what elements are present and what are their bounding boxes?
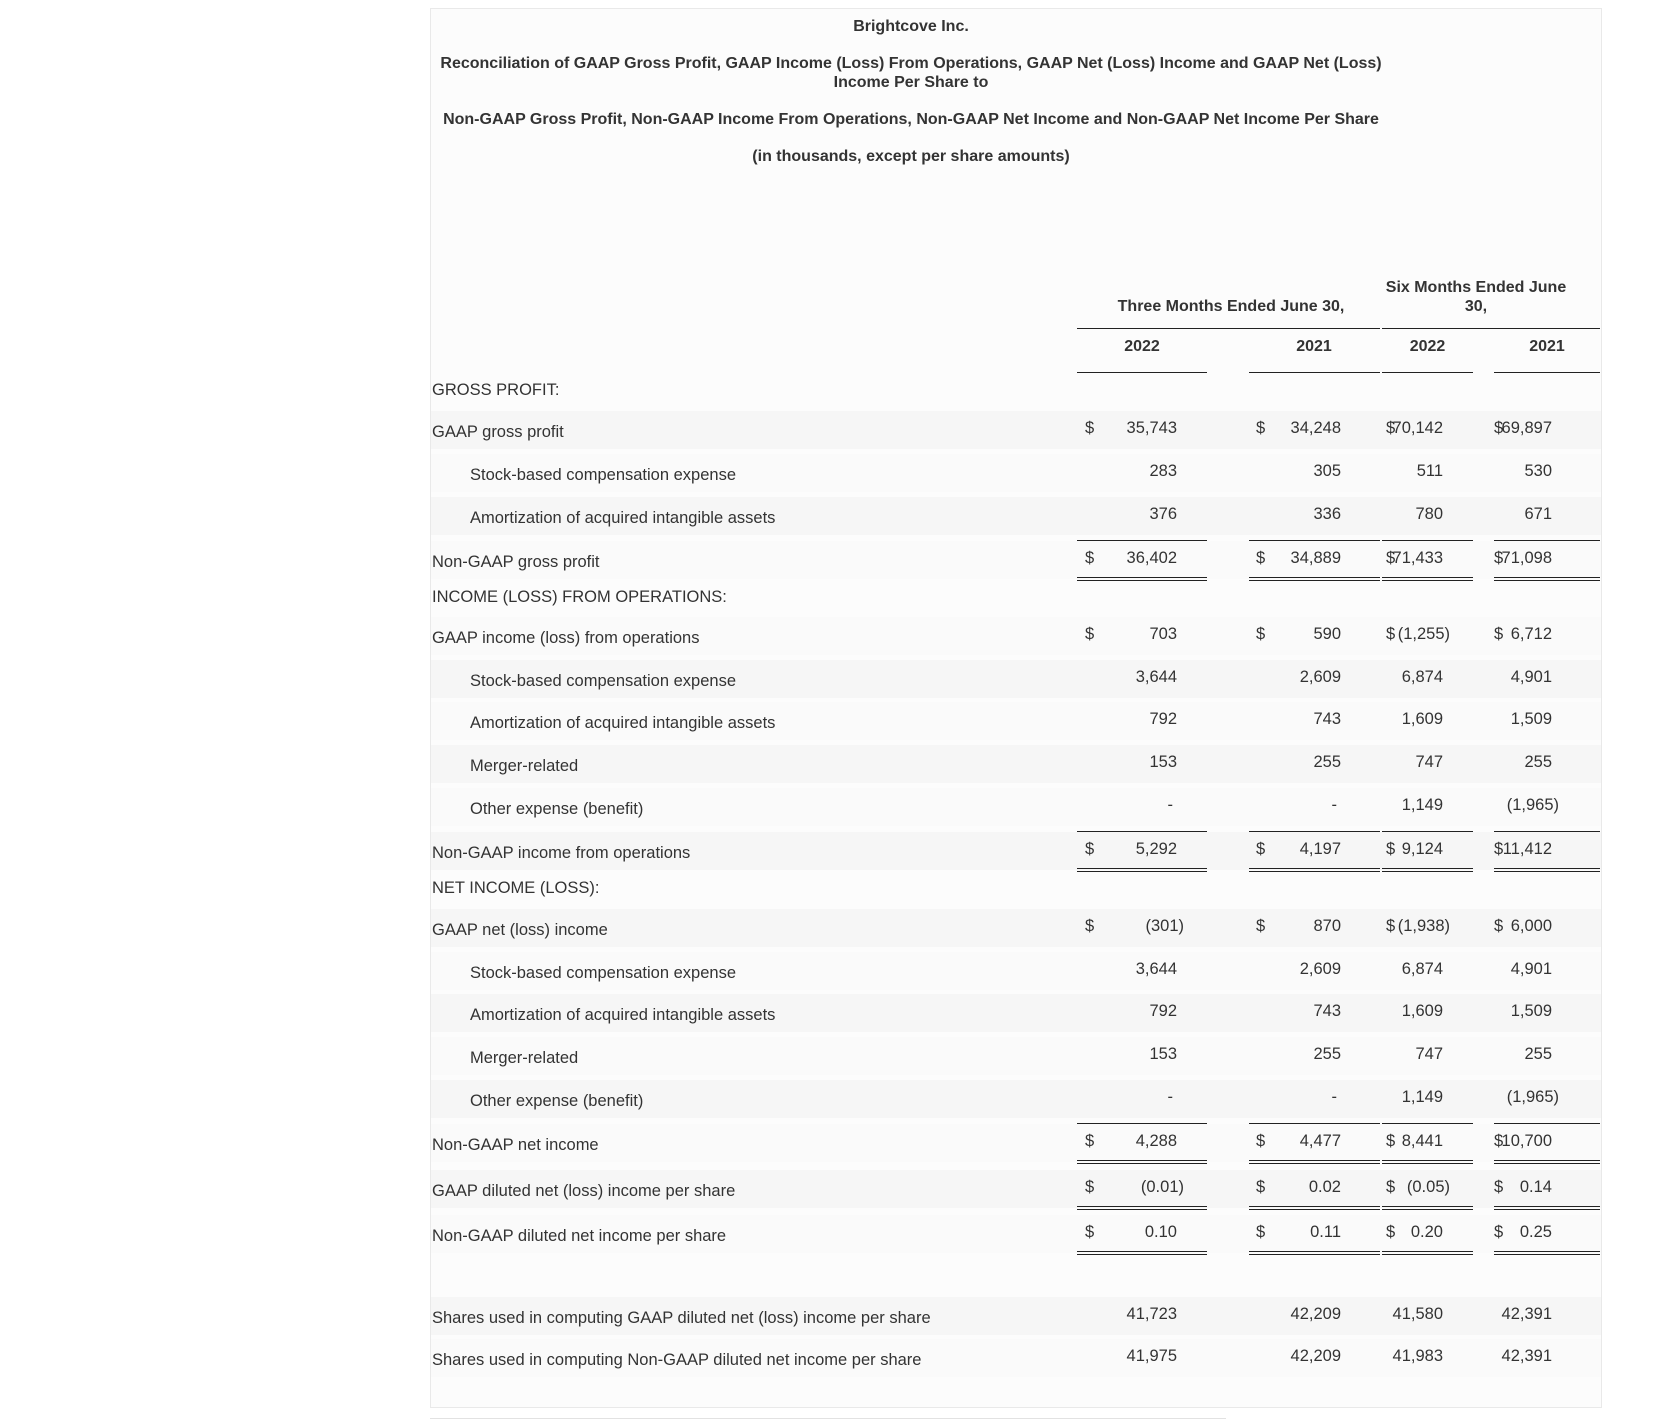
row-label: Non-GAAP diluted net income per share [432,1227,727,1245]
cell-value: (1,965) [1506,1088,1559,1106]
cell-value: 6,000 [1510,917,1552,935]
cell-value: 34,889 [1290,549,1341,567]
cell-value: 0.20 [1410,1223,1443,1241]
total-double-rule [1249,577,1380,581]
currency-symbol: $ [1256,1178,1266,1196]
cell-value: 6,874 [1401,668,1443,686]
cell-value: 671 [1524,505,1552,523]
currency-symbol: $ [1085,840,1095,858]
six-months-rule [1382,328,1600,329]
cell-value: 1,509 [1510,1002,1552,1020]
currency-symbol: $ [1494,1223,1504,1241]
cell-value: 4,288 [1135,1132,1177,1150]
cell-value: 305 [1313,462,1341,480]
total-double-rule [1382,1251,1473,1255]
year-rule-1 [1077,372,1207,373]
currency-symbol: $ [1256,625,1266,643]
row-label: Shares used in computing GAAP diluted net (loss) income per share [432,1309,931,1327]
report-header [431,17,1391,184]
cell-value: - [1167,796,1173,814]
cell-value: 6,712 [1510,625,1552,643]
subtotal-rule [1494,540,1600,541]
subtotal-rule [1494,1123,1600,1124]
cell-value: (0.05) [1406,1178,1450,1196]
cell-value: 283 [1149,462,1177,480]
total-double-rule [1249,1251,1380,1255]
cell-value: 792 [1149,1002,1177,1020]
cell-value: 255 [1313,753,1341,771]
three-months-heading: Three Months Ended June 30, [1117,298,1345,315]
cell-value: 42,391 [1501,1305,1552,1323]
subtotal-rule [1249,1123,1380,1124]
year-col-1: 2022 [1124,338,1160,355]
total-double-rule [1494,577,1600,581]
cell-value: 42,209 [1290,1305,1341,1323]
company-name: Brightcove Inc. [853,18,969,35]
cell-value: 2,609 [1299,668,1341,686]
cell-value: (1,255) [1397,625,1450,643]
cell-value: 376 [1149,505,1177,523]
units-note: (in thousands, except per share amounts) [752,148,1070,165]
total-double-rule [1249,868,1380,872]
cell-value: 10,700 [1501,1132,1552,1150]
total-double-rule [1382,577,1473,581]
currency-symbol: $ [1386,549,1396,567]
cell-value: 71,433 [1392,549,1443,567]
cell-value: 0.02 [1308,1178,1341,1196]
cell-value: (1,965) [1506,796,1559,814]
cell-value: 255 [1524,753,1552,771]
subtotal-rule [1077,831,1207,832]
cell-value: 0.14 [1519,1178,1552,1196]
cell-value: - [1167,1088,1173,1106]
reconciliation-table [430,8,1602,1408]
currency-symbol: $ [1494,625,1504,643]
cell-value: 11,412 [1502,840,1552,858]
cell-value: 743 [1313,710,1341,728]
cell-value: 0.11 [1310,1223,1341,1241]
row-label: INCOME (LOSS) FROM OPERATIONS: [432,588,727,606]
currency-symbol: $ [1386,840,1396,858]
cell-value: 34,248 [1290,419,1341,437]
total-double-rule [1077,868,1207,872]
six-months-heading: Six Months Ended June 30, [1385,279,1567,315]
footer-divider [430,1418,1226,1419]
cell-value: 1,609 [1401,1002,1443,1020]
subtotal-rule [1382,540,1473,541]
cell-value: 71,098 [1501,549,1552,567]
cell-value: 1,149 [1401,796,1443,814]
cell-value: 3,644 [1135,668,1177,686]
row-label: Merger-related [470,1049,579,1067]
year-rule-2 [1249,372,1380,373]
cell-value: 4,477 [1299,1132,1341,1150]
cell-value: 747 [1415,753,1443,771]
row-label: NET INCOME (LOSS): [432,879,600,897]
cell-value: 870 [1313,917,1341,935]
row-label: Stock-based compensation expense [470,964,736,982]
total-double-rule [1077,1160,1207,1164]
row-label: Amortization of acquired intangible assets [470,1006,776,1024]
cell-value: (0.01) [1140,1178,1184,1196]
currency-symbol: $ [1386,1178,1396,1196]
cell-value: 41,983 [1392,1347,1443,1365]
cell-value: 41,975 [1126,1347,1177,1365]
cell-value: 42,391 [1501,1347,1552,1365]
year-rule-4 [1494,372,1600,373]
cell-value: 9,124 [1401,840,1443,858]
cell-value: (1,938) [1397,917,1450,935]
cell-value: 153 [1149,1045,1177,1063]
cell-value: - [1331,796,1337,814]
currency-symbol: $ [1256,419,1266,437]
cell-value: 255 [1524,1045,1552,1063]
cell-value: 1,609 [1401,710,1443,728]
total-double-rule [1249,1206,1380,1210]
subtotal-rule [1249,831,1380,832]
currency-symbol: $ [1256,1223,1266,1241]
currency-symbol: $ [1256,917,1266,935]
currency-symbol: $ [1256,549,1266,567]
cell-value: 41,723 [1126,1305,1177,1323]
total-double-rule [1382,1160,1473,1164]
row-label: Amortization of acquired intangible assets [470,714,776,732]
currency-symbol: $ [1494,549,1504,567]
year-col-4: 2021 [1529,338,1565,355]
cell-value: 70,142 [1392,419,1443,437]
row-label: Non-GAAP net income [432,1136,599,1154]
currency-symbol: $ [1085,917,1095,935]
currency-symbol: $ [1494,419,1504,437]
currency-symbol: $ [1085,1223,1095,1241]
currency-symbol: $ [1256,1132,1266,1150]
subtotal-rule [1382,831,1473,832]
row-label: GROSS PROFIT: [432,381,560,399]
row-label: Amortization of acquired intangible assets [470,509,776,527]
total-double-rule [1382,1206,1473,1210]
cell-value: 780 [1415,505,1443,523]
year-col-3: 2022 [1409,338,1446,355]
currency-symbol: $ [1386,1132,1396,1150]
cell-value: 1,149 [1401,1088,1443,1106]
currency-symbol: $ [1386,1223,1396,1241]
cell-value: 36,402 [1126,549,1177,567]
row-label: Merger-related [470,757,579,775]
cell-value: 3,644 [1135,960,1177,978]
cell-value: 1,509 [1510,710,1552,728]
total-double-rule [1494,1160,1600,1164]
row-label: Stock-based compensation expense [470,466,736,484]
cell-value: 0.10 [1144,1223,1177,1241]
cell-value: 4,197 [1299,840,1341,858]
cell-value: 2,609 [1299,960,1341,978]
cell-value: 42,209 [1290,1347,1341,1365]
cell-value: 747 [1415,1045,1443,1063]
cell-value: 153 [1149,753,1177,771]
row-label: Other expense (benefit) [470,800,644,818]
cell-value: 703 [1149,625,1177,643]
total-double-rule [1494,1251,1600,1255]
cell-value: 35,743 [1126,419,1177,437]
cell-value: 69,897 [1501,419,1552,437]
currency-symbol: $ [1085,1178,1095,1196]
row-label: Shares used in computing Non-GAAP diluted net income per share [432,1351,922,1369]
cell-value: 336 [1313,505,1341,523]
cell-value: 743 [1313,1002,1341,1020]
year-col-2: 2021 [1296,338,1332,355]
total-double-rule [1382,868,1473,872]
row-label: Non-GAAP income from operations [432,844,691,862]
currency-symbol: $ [1085,625,1095,643]
cell-value: 511 [1416,462,1443,480]
report-title-line-1: Reconciliation of GAAP Gross Profit, GAAP Income (Loss) From Operations, GAAP Net (Loss) Income and GAAP Net (Loss) Income Per Share to [440,55,1382,91]
subtotal-rule [1382,1123,1473,1124]
cell-value: (301) [1145,917,1184,935]
cell-value: - [1331,1088,1337,1106]
total-double-rule [1077,577,1207,581]
report-title-line-2: Non-GAAP Gross Profit, Non-GAAP Income From Operations, Non-GAAP Net Income and Non-GAAP Net Income Per Share [443,111,1379,128]
currency-symbol: $ [1085,1132,1095,1150]
total-double-rule [1494,868,1600,872]
three-months-rule [1077,328,1380,329]
total-double-rule [1249,1160,1380,1164]
currency-symbol: $ [1494,840,1504,858]
cell-value: 6,874 [1401,960,1443,978]
cell-value: 4,901 [1510,960,1552,978]
row-label: GAAP diluted net (loss) income per share [432,1182,736,1200]
cell-value: 792 [1149,710,1177,728]
currency-symbol: $ [1256,840,1266,858]
subtotal-rule [1494,831,1600,832]
subtotal-rule [1249,540,1380,541]
cell-value: 8,441 [1401,1132,1443,1150]
cell-value: 590 [1313,625,1341,643]
currency-symbol: $ [1085,419,1095,437]
currency-symbol: $ [1386,625,1396,643]
currency-symbol: $ [1494,917,1504,935]
cell-value: 255 [1313,1045,1341,1063]
cell-value: 41,580 [1392,1305,1443,1323]
subtotal-rule [1077,1123,1207,1124]
total-double-rule [1077,1251,1207,1255]
row-label: Other expense (benefit) [470,1092,644,1110]
row-label: GAAP gross profit [432,423,564,441]
cell-value: 4,901 [1510,668,1552,686]
cell-value: 530 [1524,462,1552,480]
row-label: Stock-based compensation expense [470,672,736,690]
currency-symbol: $ [1386,917,1396,935]
currency-symbol: $ [1085,549,1095,567]
currency-symbol: $ [1386,419,1396,437]
total-double-rule [1077,1206,1207,1210]
cell-value: 5,292 [1135,840,1177,858]
currency-symbol: $ [1494,1132,1504,1150]
row-label: Non-GAAP gross profit [432,553,600,571]
row-label: GAAP net (loss) income [432,921,608,939]
year-rule-3 [1382,372,1473,373]
total-double-rule [1494,1206,1600,1210]
row-label: GAAP income (loss) from operations [432,629,700,647]
subtotal-rule [1077,540,1207,541]
cell-value: 0.25 [1519,1223,1552,1241]
currency-symbol: $ [1494,1178,1504,1196]
